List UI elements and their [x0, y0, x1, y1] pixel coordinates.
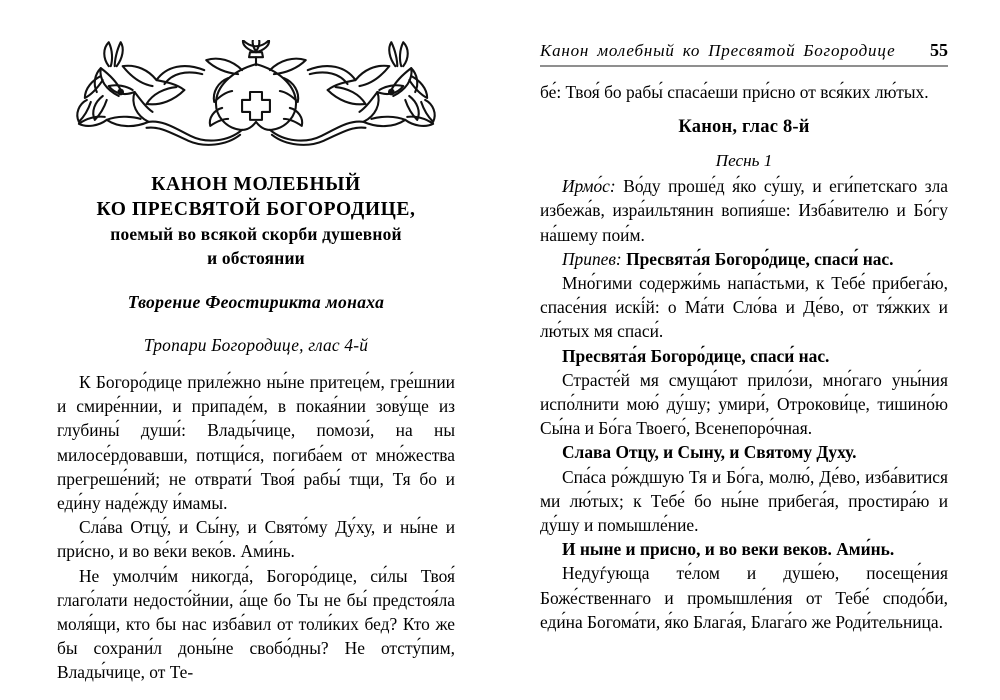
text-refrain-1: Пресвята́я Богоро́дице, спаси́ нас.	[626, 248, 894, 269]
floral-cross-headpiece-ornament	[57, 40, 455, 150]
page-number: 55	[930, 40, 948, 60]
running-header	[540, 40, 948, 65]
rubric-irmos: Ирмо́с:	[562, 176, 616, 197]
ode-heading: Песнь 1	[715, 151, 773, 171]
running-header-title: Канон молебный ко Пресвятой Богородице	[540, 41, 896, 60]
block-troparion-4: Недуѓующа те́лом и душе́ю, посеще́ния Боже́ственнаго и промышле́ния от Тебе́ сподо́би, еди́на Богома́ти, я́ко Блага́я, Блага́го же Роди́тельница.	[540, 563, 948, 632]
page-title	[57, 172, 455, 270]
paragraph-continuation: бе́: Твоя́ бо рабы́ спаса́еши при́сно от вся́ких лю́тых.	[540, 82, 929, 102]
paragraph-doxology: Сла́ва Отцу́, и Сы́ну, и Свято́му Ду́ху, и ны́не и при́сно, и во ве́ки веко́в. Ами́нь.	[57, 517, 455, 562]
text-irmos: Во́ду проше́д я́ко су́шу, и еги́петскаго зла избежа́в, изра́ильтянин вопия́ше: Изба́вителю и Бо́гу на́шему пои́м.	[540, 176, 948, 245]
block-refrain-now-and-ever: И ныне и присно, и во веки веков. Ами́нь.	[562, 539, 895, 560]
header-divider-rule	[540, 65, 948, 67]
title-line-1: КАНОН МОЛЕБНЫЙ	[151, 174, 361, 195]
title-line-2: КО ПРЕСВЯТОЙ БОГОРОДИЦЕ,	[96, 199, 416, 220]
block-refrain-2: Пресвята́я Богоро́дице, спаси́ нас.	[562, 345, 830, 366]
block-troparion-2: Страсте́й мя смуща́ют прило́зи, мно́гаго уны́ния испо́лнити мою́ ду́шу; умири́, Отрокови́це, тишино́ю Сы́на и Бо́га Твоего́, Всенепоро́чная.	[540, 369, 948, 439]
section-subtitle: Тропари Богородице, глас 4-й	[143, 335, 369, 355]
title-line-3: поемый во всякой скорби душевной	[110, 224, 402, 244]
title-line-4: и обстоянии	[207, 248, 305, 268]
block-troparion-1: Мно́гими содержи́мь напа́стьми, к Тебе́ прибега́ю, спасе́ния искі́й: о Ма́ти Сло́ва и Де́во, от тя́жких и лю́тых мя спаси́.	[540, 273, 948, 342]
block-refrain-rubric	[540, 247, 948, 271]
left-column	[57, 40, 455, 685]
paragraph-troparion-2: Не умолчи́м никогда́, Богоро́дице, си́лы Твоя́ глаго́лати недосто́йнии, а́ще бо Ты не бы́ предстоя́ла моля́щи, кто бы нас изба́вил от толи́ких бед? Кто же бы сохрани́л доны́не свобо́дны? Не отсту́пим, Влады́чице, от Те-	[57, 565, 455, 683]
canon-heading: Канон, глас 8-й	[678, 117, 810, 138]
rubric-pripev: Припев:	[562, 248, 622, 269]
attribution-line: Творение Феостирикта монаха	[127, 292, 385, 312]
right-column	[540, 40, 948, 634]
paragraph-troparion-1: К Богоро́дице приле́жно ны́не притеце́м, гре́шнии и смире́ннии, и припаде́м, в покая́нии зову́ще из глубины́ души́: Влады́чице, помози́, на ны милосе́рдовавши, потщи́ся, погиба́ем от мно́жества прегреше́ний; не отврати́ Твоя́ рабы́ тщи, Тя бо и еди́ну наде́жду и́мамы.	[57, 372, 455, 514]
block-troparion-3: Спа́са ро́ждшую Тя и Бо́га, молю́, Де́во, изба́витися ми лю́тых; к Тебе́ бо ны́не прибега́я, простира́ю и ду́шу и помышле́ние.	[540, 466, 948, 536]
block-irmos	[540, 174, 948, 247]
block-refrain-glory: Слава Отцу, и Сыну, и Святому Духу.	[562, 442, 857, 463]
